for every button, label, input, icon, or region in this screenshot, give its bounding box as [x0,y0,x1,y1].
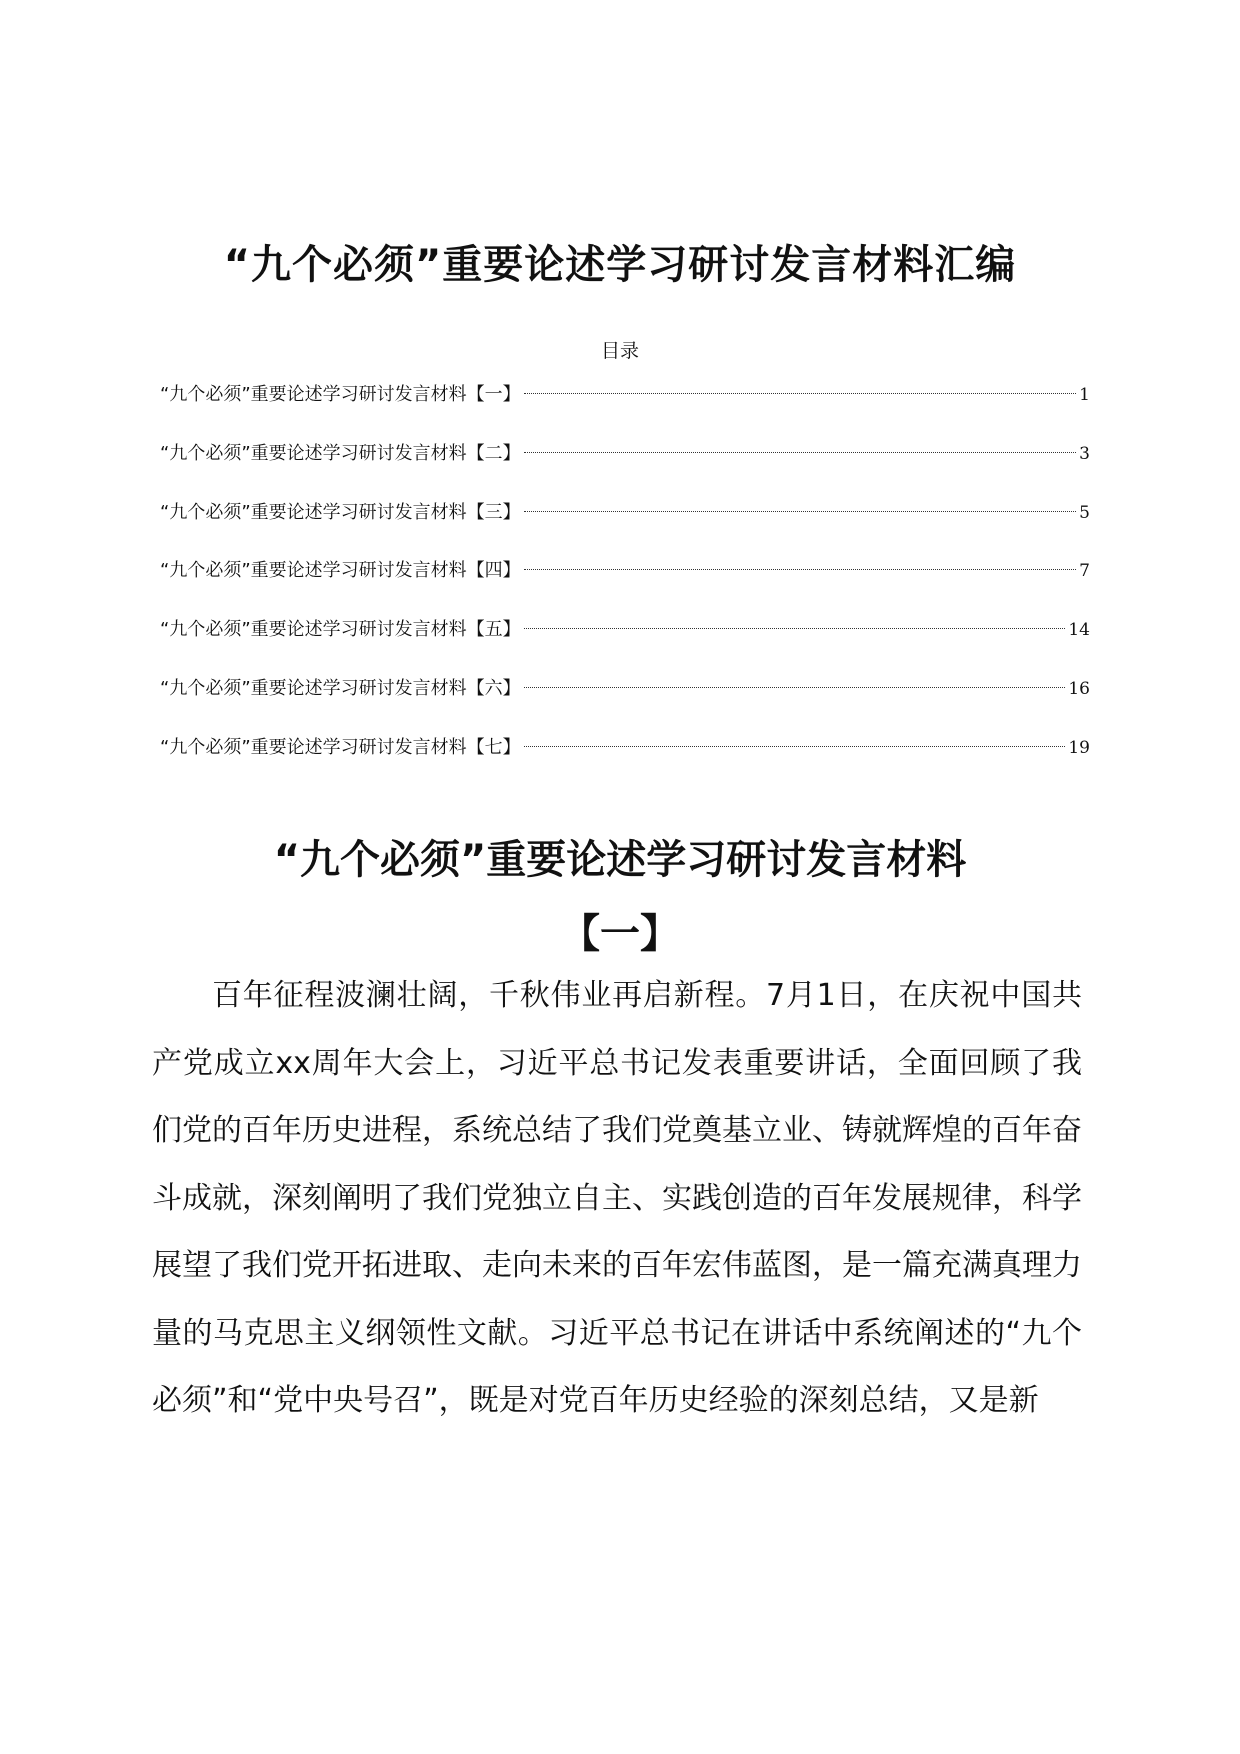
toc-dot-leader [524,452,1077,453]
toc-entry[interactable] [160,660,1090,719]
toc-entry[interactable] [160,601,1090,660]
toc-entry-label: “九个必须”重要论述学习研讨发言材料【二】 [160,442,521,464]
toc-page-number: 3 [1079,443,1090,464]
toc-entry-label: “九个必须”重要论述学习研讨发言材料【三】 [160,501,521,523]
section-title-line: “九个必须”重要论述学习研讨发言材料 [273,837,967,884]
toc-page-number: 19 [1068,737,1090,758]
toc-entry[interactable] [160,542,1090,601]
table-of-contents [160,366,1090,778]
toc-entry-label: “九个必须”重要论述学习研讨发言材料【一】 [160,384,521,405]
section-title-number: 【一】 [560,911,680,958]
toc-dot-leader [524,393,1077,394]
toc-page-number: 1 [1079,385,1090,405]
toc-heading: 目录 [600,340,639,362]
document-title: “九个必须”重要论述学习研讨发言材料汇编 [223,241,1017,288]
toc-entry-label: “九个必须”重要论述学习研讨发言材料【六】 [160,677,521,699]
toc-entry[interactable] [160,484,1090,543]
toc-page-number: 5 [1079,502,1090,523]
toc-entry-label: “九个必须”重要论述学习研讨发言材料【五】 [160,619,521,641]
toc-entry[interactable] [160,425,1090,484]
toc-page-number: 16 [1068,678,1090,699]
toc-dot-leader [524,511,1077,512]
section-title [0,823,1240,971]
toc-dot-leader [524,746,1066,747]
toc-entry[interactable] [160,719,1090,778]
toc-page-number: 7 [1079,561,1090,582]
toc-dot-leader [524,569,1077,570]
toc-dot-leader [524,687,1066,688]
body-paragraph: 百年征程波澜壮阔，千秋伟业再启新程。7月1日，在庆祝中国共产党成立xx周年大会上，习近平总书记发表重要讲话，全面回顾了我们党的百年历史进程，系统总结了我们党奠基立业、铸就辉煌的百年奋斗成就，深刻阐明了我们党独立自主、实践创造的百年发展规律，科学展望了我们党开拓进取、走向未来的百年宏伟蓝图，是一篇充满真理力量的马克思主义纲领性文献。习近平总书记在讲话中系统阐述的“九个必须”和“党中央号召”，既是对党百年历史经验的深刻总结，又是新 [152,978,1082,1418]
toc-entry[interactable] [160,366,1090,425]
toc-dot-leader [524,628,1066,629]
toc-page-number: 14 [1068,620,1090,641]
toc-entry-label: “九个必须”重要论述学习研讨发言材料【四】 [160,560,521,582]
toc-entry-label: “九个必须”重要论述学习研讨发言材料【七】 [160,736,521,758]
